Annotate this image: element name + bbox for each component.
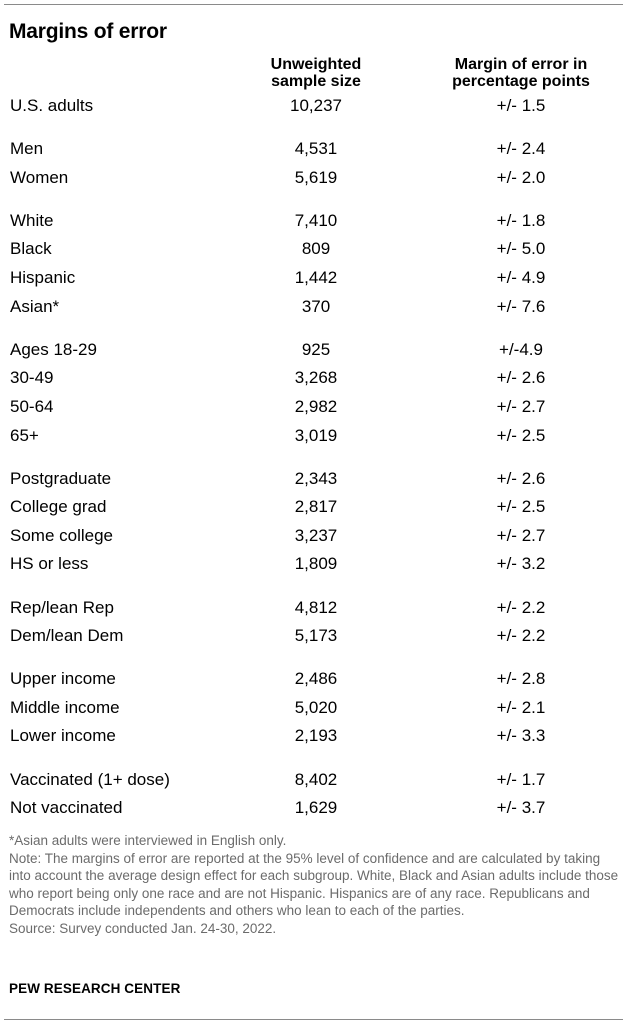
table-row [0, 695, 627, 721]
margin-of-error-cell: +/- 2.7 [496, 396, 546, 416]
table-row [0, 294, 627, 320]
row-label: 50-64 [10, 396, 54, 416]
sample-size-cell: 3,237 [294, 525, 338, 545]
sample-size-cell: 1,442 [294, 268, 338, 287]
margin-of-error-cell: +/- 4.9 [496, 268, 546, 287]
row-label: Asian* [10, 296, 60, 316]
sample-size-cell: 2,982 [294, 396, 338, 416]
table-row [0, 595, 627, 621]
margin-of-error-cell: +/- 2.0 [496, 167, 546, 187]
footnote: *Asian adults were interviewed in English only. [9, 833, 287, 848]
table-row [0, 136, 627, 162]
sample-size-cell: 5,020 [294, 697, 338, 717]
row-label: White [10, 210, 54, 230]
margin-of-error-header-line2: percentage points [452, 73, 590, 90]
sample-size-cell: 809 [301, 239, 331, 259]
sample-size-cell: 2,343 [294, 468, 338, 488]
brand-logo-text: PEW RESEARCH CENTER [9, 981, 181, 996]
margin-of-error-cell: +/- 2.8 [496, 669, 546, 689]
margin-of-error-cell: +/- 2.5 [496, 497, 546, 517]
row-label: 65+ [10, 425, 39, 445]
sample-size-cell: 2,817 [294, 497, 338, 517]
margin-of-error-cell: +/- 1.5 [496, 96, 546, 115]
sample-size-cell: 3,019 [294, 425, 338, 445]
row-label: Men [10, 139, 44, 159]
margin-of-error-cell: +/- 7.6 [496, 296, 546, 316]
row-label: Upper income [10, 669, 116, 689]
row-label: Hispanic [10, 268, 76, 287]
table-row [0, 494, 627, 520]
row-label: U.S. adults [10, 96, 94, 115]
sample-size-header-line1: Unweighted [270, 56, 362, 73]
bottom-rule [4, 1019, 623, 1020]
sample-size-cell: 8,402 [294, 769, 338, 789]
row-label: Postgraduate [10, 468, 112, 488]
table-row [0, 365, 627, 391]
sample-size-cell: 5,619 [294, 167, 338, 187]
row-label: HS or less [10, 554, 89, 574]
row-label: Middle income [10, 697, 120, 717]
sample-size-cell: 2,193 [294, 726, 338, 746]
row-label: Dem/lean Dem [10, 626, 124, 646]
sample-size-cell: 1,809 [294, 554, 338, 574]
table-row [0, 623, 627, 649]
sample-size-cell: 4,531 [294, 139, 338, 159]
margin-of-error-cell: +/- 3.3 [496, 726, 546, 746]
sample-size-cell: 1,629 [294, 798, 338, 818]
table-row [0, 236, 627, 262]
table-row [0, 165, 627, 191]
margin-of-error-cell: +/- 3.7 [496, 798, 546, 818]
margin-of-error-cell: +/- 2.6 [496, 368, 546, 388]
sample-size-cell: 10,237 [290, 96, 342, 115]
row-label: Women [10, 167, 69, 187]
margin-of-error-cell: +/- 3.2 [496, 554, 546, 574]
table-row [0, 767, 627, 793]
notes-section [9, 832, 621, 937]
row-label: Vaccinated (1+ dose) [10, 769, 170, 789]
margin-of-error-cell: +/- 2.6 [496, 468, 546, 488]
sample-size-cell: 370 [301, 296, 331, 316]
table-row [0, 795, 627, 821]
row-label: Lower income [10, 726, 116, 746]
table-row [0, 208, 627, 234]
margin-of-error-cell: +/- 5.0 [496, 239, 546, 259]
table-row [0, 466, 627, 492]
table-row [0, 423, 627, 449]
margin-of-error-cell: +/- 1.8 [496, 210, 546, 230]
margin-of-error-cell: +/- 2.7 [496, 525, 546, 545]
sample-size-cell: 3,268 [294, 368, 338, 388]
row-label: Some college [10, 525, 114, 545]
source-text: Source: Survey conducted Jan. 24-30, 2022. [9, 920, 277, 936]
table-row [0, 265, 627, 291]
row-label: Ages 18-29 [10, 339, 97, 359]
row-label: 30-49 [10, 368, 54, 388]
table-row [0, 394, 627, 420]
table-row [0, 723, 627, 749]
margin-of-error-cell: +/- 2.2 [496, 597, 546, 617]
margin-of-error-cell: +/- 2.2 [496, 626, 546, 646]
sample-size-cell: 2,486 [294, 669, 338, 689]
row-label: Rep/lean Rep [10, 597, 114, 617]
margin-of-error-cell: +/- 2.1 [496, 697, 546, 717]
sample-size-header-line2: sample size [271, 73, 361, 90]
margin-of-error-cell: +/- 2.5 [496, 425, 546, 445]
table-row [0, 551, 627, 577]
sample-size-cell: 7,410 [294, 210, 338, 230]
table-row [0, 666, 627, 692]
note-text: Note: The margins of error are reported at the 95% level of confidence and are calculated by taking into account the average design effect for each subgroup. White, Black and Asian adults include those who report being only one race and are not Hispanic. Hispanics are of any race. Republicans and Democrats include independents and others who lean to each of the parties. [9, 850, 619, 918]
margin-of-error-cell: +/- 2.4 [496, 139, 546, 159]
row-label: Black [10, 239, 52, 259]
table-row [0, 93, 627, 119]
sample-size-cell: 4,812 [294, 597, 338, 617]
row-label: College grad [10, 497, 107, 517]
sample-size-cell: 925 [301, 339, 331, 359]
table-row [0, 337, 627, 363]
margin-of-error-header-line1: Margin of error in [454, 56, 588, 73]
page-title: Margins of error [9, 20, 167, 43]
margin-of-error-cell: +/-4.9 [499, 339, 543, 359]
table-row [0, 523, 627, 549]
sample-size-cell: 5,173 [294, 626, 338, 646]
row-label: Not vaccinated [10, 798, 123, 818]
margin-of-error-cell: +/- 1.7 [496, 769, 546, 789]
